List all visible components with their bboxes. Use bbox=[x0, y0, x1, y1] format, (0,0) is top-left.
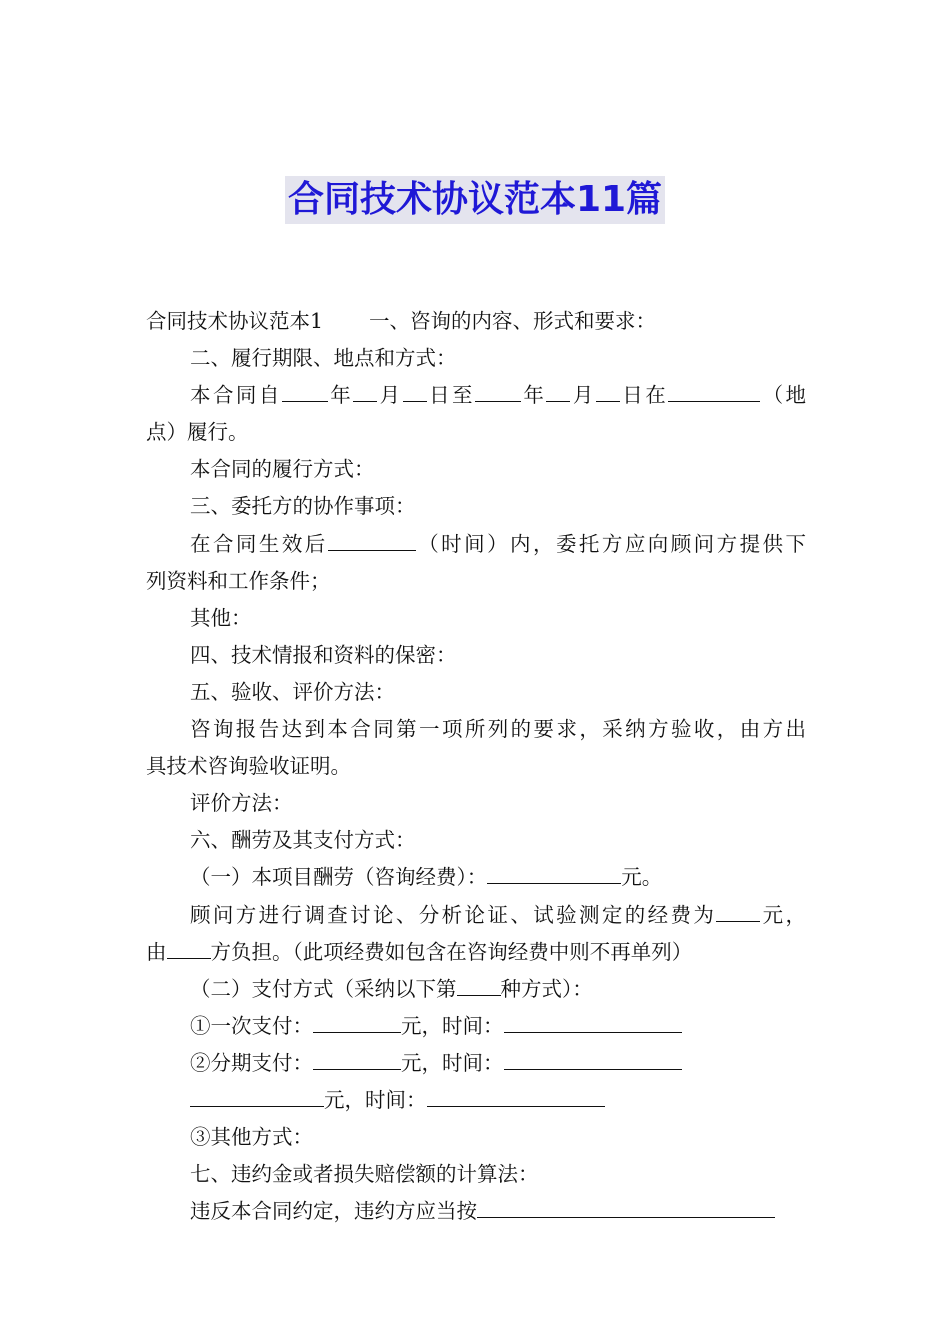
blank-line bbox=[427, 1089, 605, 1107]
clause-heading: 五、验收、评价方法： bbox=[190, 679, 395, 704]
clause-heading: 三、委托方的协作事项： bbox=[190, 494, 416, 519]
blank-line bbox=[596, 384, 620, 402]
clause-heading: 七、违约金或者损失赔偿额的计算法： bbox=[190, 1162, 539, 1187]
blank-line bbox=[668, 384, 760, 402]
paragraph-line: 其他： bbox=[190, 605, 252, 630]
clause-heading: 一、咨询的内容、形式和要求： bbox=[369, 309, 657, 333]
text-span: 本合同自 bbox=[190, 383, 282, 408]
text-span: ①一次支付： bbox=[190, 1013, 313, 1038]
paragraph-line: 列资料和工作条件； bbox=[146, 568, 331, 593]
blank-line bbox=[282, 384, 328, 402]
blank-line bbox=[313, 1015, 401, 1033]
text-span: 年 bbox=[327, 383, 354, 408]
text-span: （二）支付方式（采纳以下第 bbox=[190, 976, 457, 1001]
paragraph-line bbox=[146, 971, 806, 1008]
paragraph-line: 咨询报告达到本合同第一项所列的要求，采纳方验收，由方出 bbox=[190, 717, 806, 742]
text-span: 月 bbox=[377, 383, 403, 408]
paragraph-line bbox=[146, 303, 806, 340]
blank-line bbox=[475, 384, 521, 402]
text-span: 元，时间： bbox=[324, 1087, 427, 1112]
blank-line bbox=[477, 1200, 775, 1218]
blank-line bbox=[190, 1089, 324, 1107]
blank-line bbox=[353, 384, 377, 402]
text-span: （一）本项目酬劳（咨询经费）： bbox=[190, 865, 488, 890]
paragraph-line: 点）履行。 bbox=[146, 420, 249, 445]
text-span: 元。 bbox=[621, 865, 663, 890]
text-span: 种方式）： bbox=[500, 976, 593, 1001]
paragraph-line bbox=[146, 897, 806, 934]
blank-line bbox=[167, 941, 211, 959]
blank-line bbox=[487, 866, 621, 884]
text-span: 日在 bbox=[619, 383, 669, 408]
paragraph-line bbox=[146, 377, 806, 414]
text-span: 元，时间： bbox=[401, 1050, 504, 1075]
paragraph-line bbox=[146, 1193, 806, 1230]
blank-line bbox=[716, 904, 760, 922]
blank-line bbox=[328, 533, 416, 551]
text-span: 年 bbox=[520, 383, 547, 408]
clause-heading: 四、技术情报和资料的保密： bbox=[190, 642, 457, 667]
text-span: 顾问方进行调查讨论、分析论证、试验测定的经费为 bbox=[190, 902, 717, 927]
text-span: 由 bbox=[146, 939, 167, 964]
paragraph-line: ③其他方式： bbox=[190, 1125, 313, 1150]
paragraph-line bbox=[146, 1045, 806, 1082]
text-span: 元， bbox=[760, 902, 807, 927]
paragraph-line bbox=[146, 1082, 806, 1119]
paragraph-line bbox=[146, 1008, 806, 1045]
blank-line bbox=[457, 978, 501, 996]
text-span: （时间）内，委托方应向顾问方提供下 bbox=[415, 531, 807, 556]
paragraph-line: 评价方法： bbox=[190, 791, 293, 816]
text-span: 方负担。（此项经费如包含在咨询经费中则不再单列） bbox=[210, 939, 693, 964]
paragraph-line bbox=[146, 859, 806, 896]
text-span: 月 bbox=[570, 383, 596, 408]
paragraph-line: 本合同的履行方式： bbox=[190, 457, 375, 482]
paragraph-line: 具技术咨询验收证明。 bbox=[146, 754, 351, 779]
section-heading: 合同技术协议范本1 bbox=[146, 309, 324, 333]
document-body bbox=[146, 303, 806, 1230]
blank-line bbox=[546, 384, 570, 402]
text-span: 元，时间： bbox=[401, 1013, 504, 1038]
paragraph-line bbox=[146, 934, 806, 971]
clause-heading: 六、酬劳及其支付方式： bbox=[190, 828, 416, 853]
text-span: 日至 bbox=[426, 383, 475, 408]
text-span: 在合同生效后 bbox=[190, 531, 328, 556]
page-title bbox=[0, 176, 950, 224]
blank-line bbox=[504, 1052, 682, 1070]
text-span: ②分期支付： bbox=[190, 1050, 313, 1075]
text-span: （地 bbox=[760, 383, 807, 408]
blank-line bbox=[504, 1015, 682, 1033]
text-span: 违反本合同约定，违约方应当按 bbox=[190, 1199, 477, 1224]
blank-line bbox=[313, 1052, 401, 1070]
page-title-text: 合同技术协议范本11篇 bbox=[285, 176, 665, 224]
blank-line bbox=[403, 384, 427, 402]
paragraph-line bbox=[146, 526, 806, 563]
clause-heading: 二、履行期限、地点和方式： bbox=[190, 346, 457, 371]
